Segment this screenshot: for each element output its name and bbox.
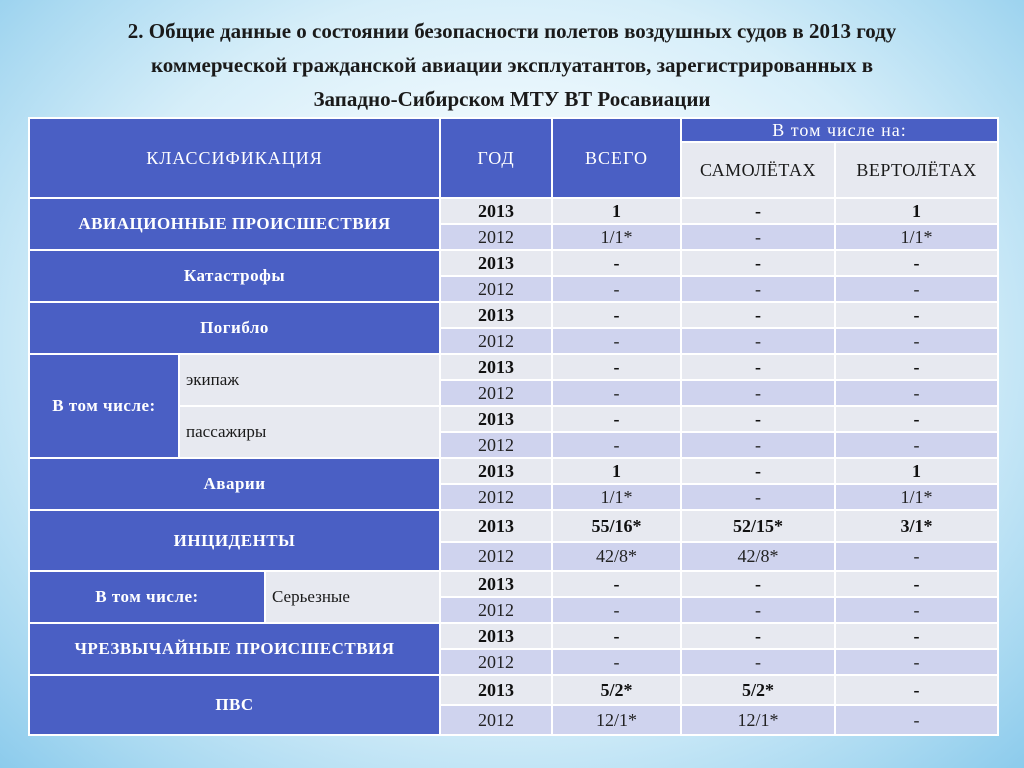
- cell-year: 2012: [440, 276, 552, 302]
- cell-year: 2012: [440, 432, 552, 458]
- cell-total: -: [552, 276, 681, 302]
- cell-total: 1: [552, 198, 681, 224]
- cell-planes: -: [681, 302, 835, 328]
- row-label-passengers: пассажиры: [179, 406, 440, 458]
- row-label-incidents: ИНЦИДЕНТЫ: [29, 510, 440, 571]
- cell-year: 2012: [440, 542, 552, 571]
- header-row: [29, 118, 998, 142]
- cell-year: 2012: [440, 597, 552, 623]
- header-classification: КЛАССИФИКАЦИЯ: [29, 118, 440, 198]
- cell-year: 2013: [440, 458, 552, 484]
- cell-year: 2012: [440, 380, 552, 406]
- cell-helicopters: 3/1*: [835, 510, 998, 542]
- safety-table: [28, 117, 999, 736]
- row-label-crew: экипаж: [179, 354, 440, 406]
- cell-helicopters: 1: [835, 198, 998, 224]
- row-label-crashes: Аварии: [29, 458, 440, 510]
- cell-planes: -: [681, 597, 835, 623]
- cell-helicopters: -: [835, 276, 998, 302]
- cell-helicopters: -: [835, 432, 998, 458]
- row-label-serious: Серьезные: [265, 571, 440, 623]
- cell-year: 2013: [440, 510, 552, 542]
- cell-total: -: [552, 649, 681, 675]
- table-row: [29, 354, 998, 380]
- table-row: [29, 675, 998, 705]
- cell-total: -: [552, 302, 681, 328]
- cell-year: 2013: [440, 198, 552, 224]
- cell-total: 55/16*: [552, 510, 681, 542]
- cell-total: 5/2*: [552, 675, 681, 705]
- cell-planes: 42/8*: [681, 542, 835, 571]
- table-row: [29, 198, 998, 224]
- cell-helicopters: -: [835, 623, 998, 649]
- cell-helicopters: -: [835, 571, 998, 597]
- cell-total: 1/1*: [552, 484, 681, 510]
- cell-total: -: [552, 623, 681, 649]
- cell-planes: -: [681, 484, 835, 510]
- row-label-pvs: ПВС: [29, 675, 440, 735]
- cell-year: 2012: [440, 705, 552, 735]
- cell-year: 2013: [440, 571, 552, 597]
- header-planes: САМОЛЁТАХ: [681, 142, 835, 198]
- cell-year: 2013: [440, 623, 552, 649]
- cell-helicopters: 1/1*: [835, 484, 998, 510]
- cell-year: 2013: [440, 406, 552, 432]
- group-label-including-incidents: В том числе:: [29, 571, 265, 623]
- cell-planes: -: [681, 458, 835, 484]
- cell-planes: 12/1*: [681, 705, 835, 735]
- cell-total: 1/1*: [552, 224, 681, 250]
- cell-total: 1: [552, 458, 681, 484]
- cell-helicopters: -: [835, 542, 998, 571]
- cell-year: 2012: [440, 328, 552, 354]
- cell-planes: -: [681, 406, 835, 432]
- cell-helicopters: -: [835, 675, 998, 705]
- cell-planes: -: [681, 649, 835, 675]
- cell-planes: 52/15*: [681, 510, 835, 542]
- cell-year: 2013: [440, 302, 552, 328]
- cell-planes: -: [681, 432, 835, 458]
- cell-year: 2012: [440, 649, 552, 675]
- cell-helicopters: 1: [835, 458, 998, 484]
- cell-total: -: [552, 250, 681, 276]
- cell-year: 2012: [440, 224, 552, 250]
- row-label-killed: Погибло: [29, 302, 440, 354]
- cell-planes: -: [681, 224, 835, 250]
- cell-helicopters: -: [835, 705, 998, 735]
- cell-year: 2013: [440, 250, 552, 276]
- header-helicopters: ВЕРТОЛЁТАХ: [835, 142, 998, 198]
- table-row: [29, 510, 998, 542]
- cell-year: 2013: [440, 675, 552, 705]
- cell-total: -: [552, 432, 681, 458]
- cell-helicopters: -: [835, 250, 998, 276]
- cell-helicopters: -: [835, 354, 998, 380]
- cell-planes: -: [681, 250, 835, 276]
- row-label-catastrophes: Катастрофы: [29, 250, 440, 302]
- cell-total: -: [552, 328, 681, 354]
- cell-planes: -: [681, 380, 835, 406]
- cell-helicopters: -: [835, 649, 998, 675]
- cell-planes: -: [681, 328, 835, 354]
- cell-helicopters: -: [835, 328, 998, 354]
- cell-total: -: [552, 406, 681, 432]
- cell-total: -: [552, 597, 681, 623]
- cell-helicopters: -: [835, 302, 998, 328]
- cell-year: 2013: [440, 354, 552, 380]
- cell-total: -: [552, 571, 681, 597]
- cell-planes: -: [681, 276, 835, 302]
- cell-planes: -: [681, 623, 835, 649]
- cell-year: 2012: [440, 484, 552, 510]
- cell-total: 12/1*: [552, 705, 681, 735]
- row-label-accidents: АВИАЦИОННЫЕ ПРОИСШЕСТВИЯ: [29, 198, 440, 250]
- cell-total: 42/8*: [552, 542, 681, 571]
- header-total: ВСЕГО: [552, 118, 681, 198]
- cell-planes: -: [681, 571, 835, 597]
- cell-helicopters: -: [835, 380, 998, 406]
- cell-helicopters: 1/1*: [835, 224, 998, 250]
- table-row: [29, 571, 998, 597]
- cell-helicopters: -: [835, 406, 998, 432]
- cell-planes: -: [681, 354, 835, 380]
- cell-total: -: [552, 380, 681, 406]
- title-line-3: Западно-Сибирском МТУ ВТ Росавиации: [313, 87, 711, 111]
- cell-total: -: [552, 354, 681, 380]
- table-row: [29, 250, 998, 276]
- cell-planes: -: [681, 198, 835, 224]
- cell-helicopters: -: [835, 597, 998, 623]
- row-label-emergencies: ЧРЕЗВЫЧАЙНЫЕ ПРОИСШЕСТВИЯ: [29, 623, 440, 675]
- header-year: ГОД: [440, 118, 552, 198]
- table-row: [29, 458, 998, 484]
- table-row: [29, 623, 998, 649]
- table-row: [29, 302, 998, 328]
- cell-planes: 5/2*: [681, 675, 835, 705]
- page-title: [0, 14, 1024, 116]
- group-label-including: В том числе:: [29, 354, 179, 458]
- title-line-1: 2. Общие данные о состоянии безопасности полетов воздушных судов в 2013 году: [127, 19, 897, 43]
- header-including: В том числе на:: [681, 118, 998, 142]
- title-line-2: коммерческой гражданской авиации эксплуатантов, зарегистрированных в: [150, 53, 874, 77]
